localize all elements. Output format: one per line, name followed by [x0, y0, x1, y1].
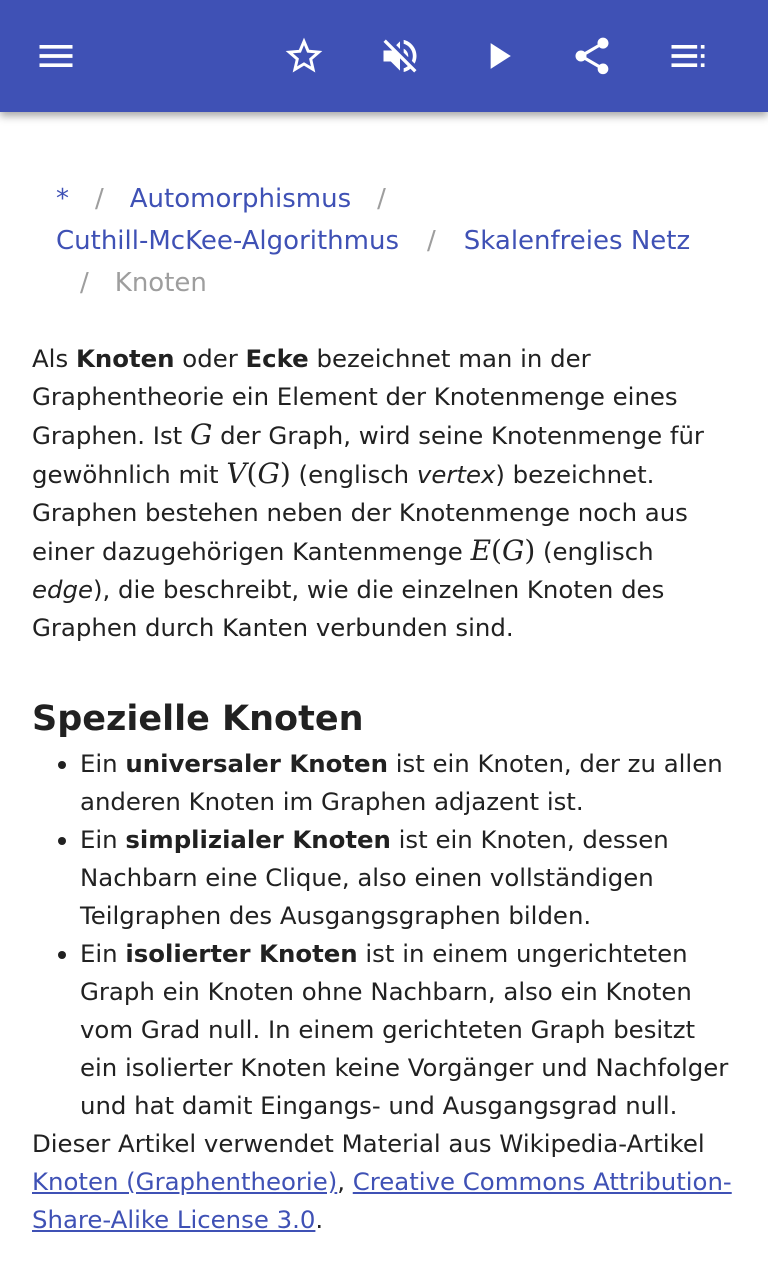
intro-text: oder: [174, 344, 246, 373]
intro-paragraph: [32, 340, 732, 647]
list-item-term: universaler Knoten: [125, 749, 388, 778]
wikipedia-article-link[interactable]: Knoten (Graphentheorie): [32, 1167, 338, 1196]
intro-text: (englisch: [535, 537, 654, 566]
math-symbol: E: [470, 534, 492, 567]
list-item-text: Ein: [80, 749, 126, 778]
playlist-button[interactable]: [660, 28, 716, 84]
attribution-text: .: [315, 1205, 324, 1234]
attribution-footer: [32, 1125, 732, 1239]
breadcrumb-separator: /: [80, 268, 89, 298]
intro-text: Als: [32, 344, 76, 373]
list-item-text: ist ein Knoten, der zu allen anderen Knoten im Graphen adjazent ist.: [80, 749, 723, 816]
breadcrumb-current: Knoten: [114, 268, 207, 298]
breadcrumb-separator: /: [377, 184, 386, 214]
section-title: Spezielle Knoten: [32, 699, 364, 739]
math-symbol: G: [257, 457, 280, 490]
mute-button[interactable]: [372, 28, 428, 84]
menu-icon: [34, 34, 78, 78]
license-link[interactable]: Creative Commons Attribution-Share-Alike License 3.0: [32, 1167, 732, 1234]
favorite-button[interactable]: [276, 28, 332, 84]
term-edge: edge: [32, 575, 93, 604]
breadcrumb-separator: /: [95, 184, 104, 214]
playlist-icon: [666, 34, 710, 78]
breadcrumb-item-cuthill-mckee[interactable]: Cuthill-McKee-Algorithmus: [56, 226, 400, 256]
special-nodes-list: [32, 745, 732, 1125]
share-button[interactable]: [564, 28, 620, 84]
star-outline-icon: [282, 34, 326, 78]
breadcrumb-item-root[interactable]: *: [56, 184, 69, 214]
breadcrumb-separator: /: [427, 226, 436, 256]
term-vertex: vertex: [416, 460, 496, 489]
math-g: G: [190, 418, 213, 451]
list-item-text: Ein: [80, 939, 126, 968]
share-icon: [570, 34, 614, 78]
list-item: [80, 935, 732, 1125]
term-knoten: Knoten: [75, 344, 175, 373]
app-bar: [0, 0, 768, 112]
list-item: [80, 745, 732, 821]
intro-text: ) bezeichnet. Graphen bestehen neben der Knotenmenge noch aus einer dazugehörigen Kantenmenge: [32, 460, 688, 566]
intro-text: der Graph, wird seine Knotenmenge für gewöhnlich mit: [32, 421, 704, 489]
list-item-term: isolierter Knoten: [125, 939, 358, 968]
list-item-text: ist ein Knoten, dessen Nachbarn eine Clique, also einen vollständigen Teilgraphen des Ausgangsgraphen bilden.: [80, 825, 669, 930]
math-eg: [471, 534, 536, 567]
math-symbol: (: [246, 457, 258, 490]
breadcrumb-item-automorphismus[interactable]: Automorphismus: [129, 184, 352, 214]
term-ecke: Ecke: [245, 344, 309, 373]
play-icon: [476, 34, 520, 78]
list-item-text: Ein: [80, 825, 126, 854]
menu-button[interactable]: [28, 28, 84, 84]
play-button[interactable]: [470, 28, 526, 84]
attribution-text: ,: [337, 1167, 353, 1196]
attribution-text: Dieser Artikel verwendet Material aus Wikipedia-Artikel: [32, 1129, 705, 1158]
math-vg: [226, 457, 290, 490]
math-symbol: (: [491, 534, 502, 567]
intro-text: ), die beschreibt, wie die einzelnen Knoten des Graphen durch Kanten verbunden sind.: [32, 575, 665, 642]
list-item: [80, 821, 732, 935]
math-symbol: ): [279, 457, 291, 490]
list-item-term: simplizialer Knoten: [125, 825, 391, 854]
math-symbol: V: [226, 457, 247, 490]
volume-off-icon: [378, 34, 422, 78]
breadcrumb-item-skalenfreies-netz[interactable]: Skalenfreies Netz: [463, 226, 691, 256]
intro-text: bezeichnet man in der Graphentheorie ein Element der Knotenmenge eines Graphen. Ist: [32, 344, 678, 450]
breadcrumb: [56, 178, 736, 304]
math-symbol: G: [501, 534, 525, 567]
math-symbol: ): [524, 534, 536, 567]
list-item-text: ist in einem ungerichteten Graph ein Knoten ohne Nachbarn, also ein Knoten vom Grad null. In einem gerichteten Graph besitzt ein isolierter Knoten keine Vorgänger und Nachfolger und hat damit Eingangs- und Ausgangsgrad null.: [80, 939, 729, 1120]
intro-text: (englisch: [290, 460, 417, 489]
article-body: [32, 340, 732, 1239]
